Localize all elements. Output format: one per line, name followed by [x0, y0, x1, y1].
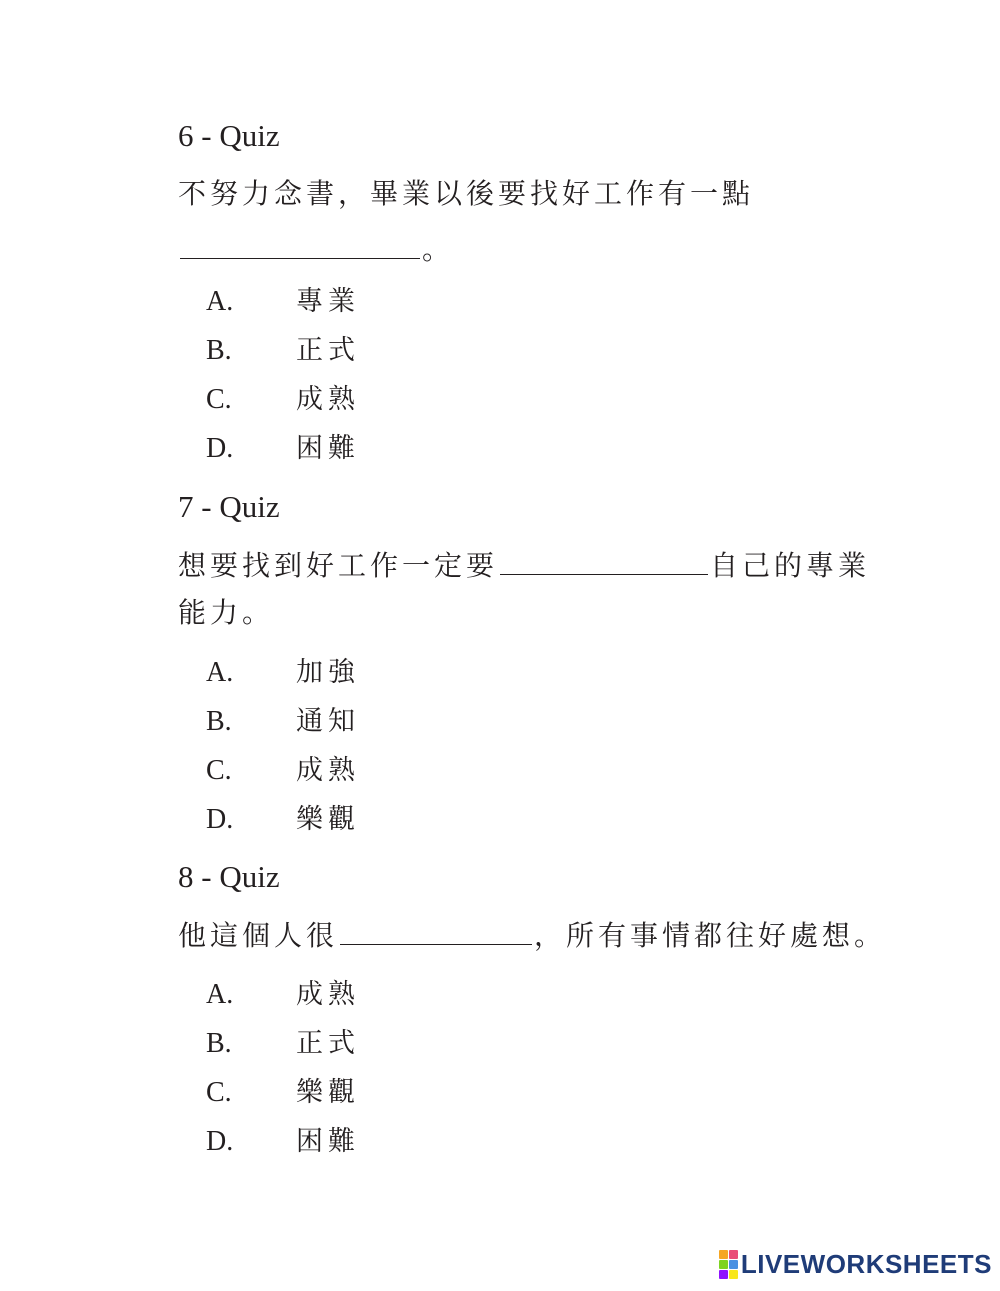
option-letter: A. [206, 979, 234, 1010]
question-7-stem-after: 自己的專業 [710, 549, 871, 582]
option-letter: B. [206, 1028, 232, 1059]
option-letter: C. [206, 1077, 232, 1108]
question-6-heading: 6 - Quiz [178, 118, 280, 153]
question-7-heading: 7 - Quiz [178, 489, 280, 524]
question-8-stem [178, 916, 886, 954]
logo-blocks-icon [719, 1250, 738, 1279]
option-letter: D. [206, 433, 234, 464]
question-7-stem [178, 546, 870, 584]
question-6-stem-end: 。 [422, 233, 455, 266]
option-letter: C. [206, 384, 232, 415]
option-text: 成熟 [296, 979, 360, 1010]
logo-text: LIVEWORKSHEETS [740, 1248, 992, 1279]
option-text: 通知 [296, 706, 360, 737]
liveworksheets-logo [719, 1249, 992, 1279]
option-text: 成熟 [296, 755, 360, 786]
option-letter: B. [206, 706, 232, 737]
option-text: 困難 [296, 1126, 360, 1157]
option-text: 專業 [296, 286, 360, 317]
question-8-stem-before: 他這個人很 [178, 919, 339, 952]
answer-blank-6[interactable] [180, 230, 420, 259]
option-letter: A. [206, 286, 234, 317]
question-7-stem-before: 想要找到好工作一定要 [178, 549, 499, 582]
option-text: 正式 [296, 335, 360, 366]
option-letter: D. [206, 804, 234, 835]
option-letter: B. [206, 335, 232, 366]
option-text: 加強 [296, 657, 360, 688]
question-6-stem-line2 [178, 230, 454, 268]
question-6-stem: 不努力念書，畢業以後要找好工作有一點 [178, 177, 755, 210]
option-text: 困難 [296, 433, 360, 464]
option-text: 樂觀 [296, 1077, 360, 1108]
option-letter: C. [206, 755, 232, 786]
option-text: 成熟 [296, 384, 360, 415]
answer-blank-8[interactable] [340, 916, 532, 945]
question-8-stem-after: ，所有事情都往好處想。 [534, 919, 887, 952]
option-letter: A. [206, 657, 234, 688]
option-text: 正式 [296, 1028, 360, 1059]
question-7-stem-line2: 能力。 [178, 596, 275, 629]
option-letter: D. [206, 1126, 234, 1157]
option-text: 樂觀 [296, 804, 360, 835]
answer-blank-7[interactable] [500, 546, 708, 575]
question-8-heading: 8 - Quiz [178, 859, 280, 894]
